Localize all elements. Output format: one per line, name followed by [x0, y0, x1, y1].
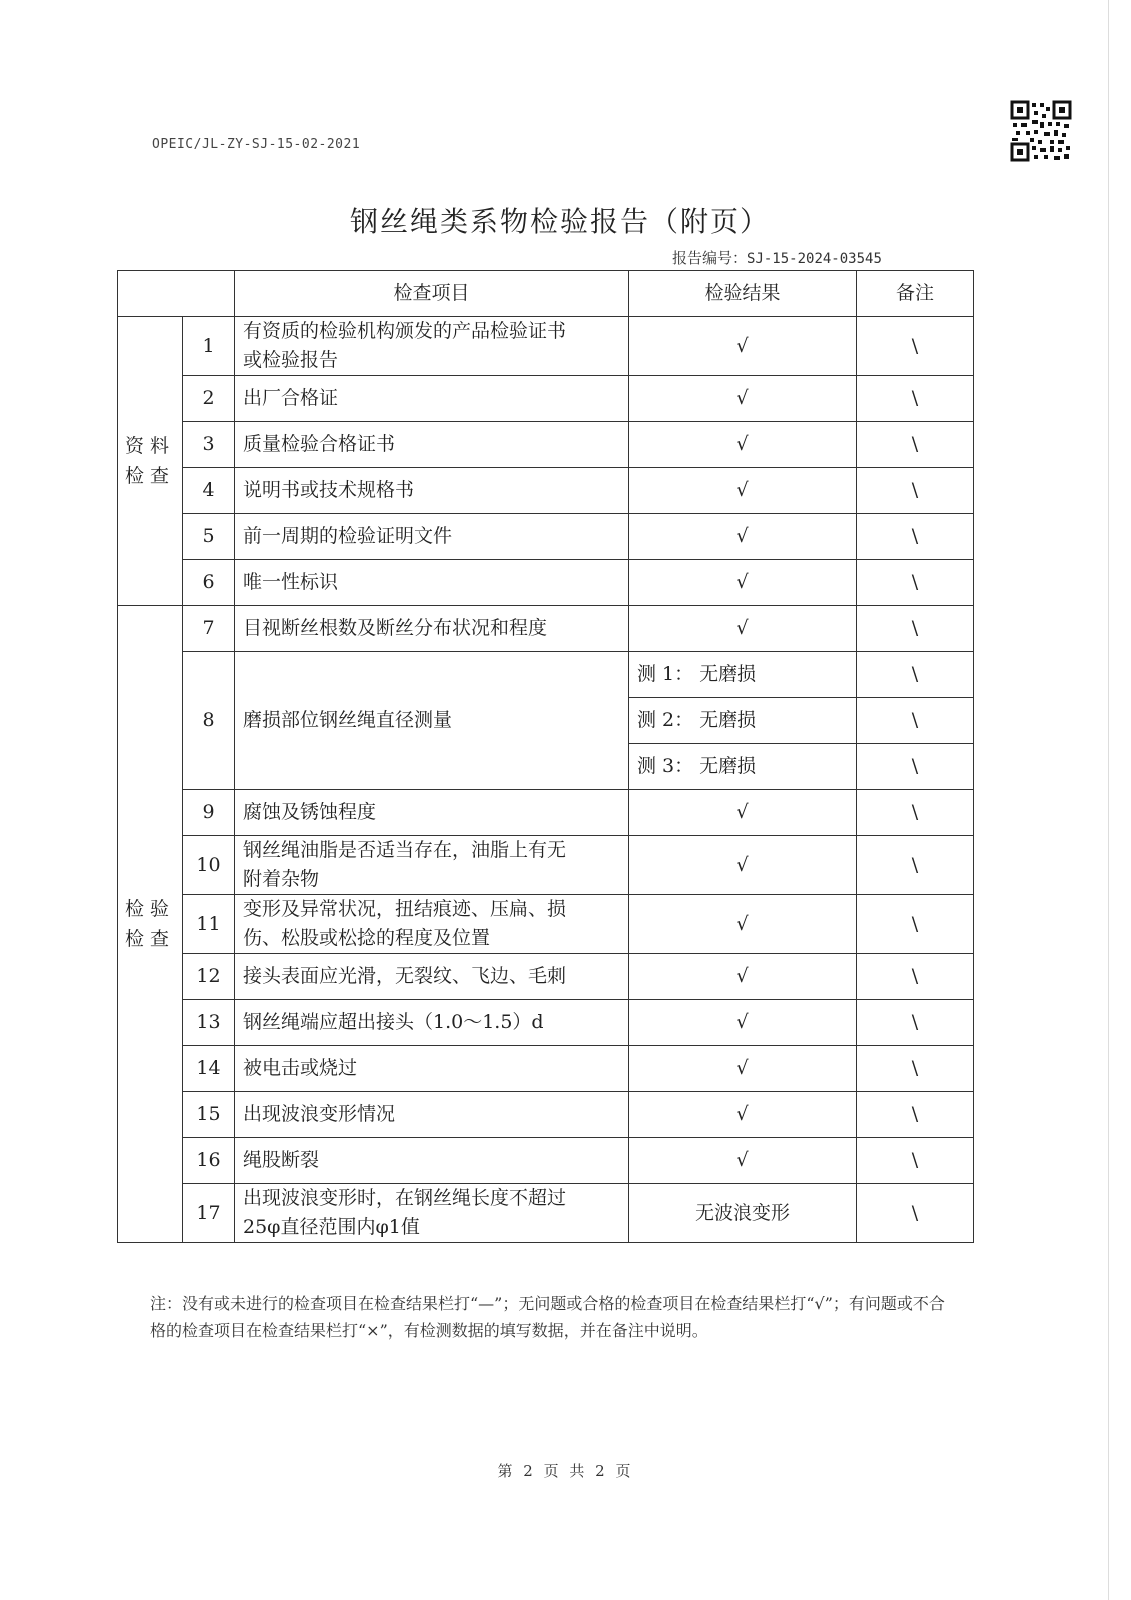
row-result: √ [629, 790, 857, 836]
measurement-result: 测 1： 无磨损 [629, 652, 857, 698]
table-row [118, 895, 974, 954]
row-result: √ [629, 376, 857, 422]
row-remark: \ [857, 468, 974, 514]
notes-paragraph: 注：没有或未进行的检查项目在检查结果栏打“—”；无问题或合格的检查项目在检查结果栏打“√”；有问题或不合格的检查项目在检查结果栏打“×”，有检测数据的填写数据，并在备注中说明。 [150, 1294, 945, 1340]
row-result: √ [629, 317, 857, 376]
header-result: 检验结果 [629, 271, 857, 317]
row-result: √ [629, 954, 857, 1000]
row-result: √ [629, 514, 857, 560]
report-number-value: SJ-15-2024-03545 [747, 251, 882, 267]
row-no: 12 [183, 954, 235, 1000]
row-item: 接头表面应光滑，无裂纹、飞边、毛刺 [235, 954, 629, 1000]
row-result: √ [629, 468, 857, 514]
measurement-remark: \ [857, 744, 974, 790]
row-item: 说明书或技术规格书 [235, 468, 629, 514]
header-remark: 备注 [857, 271, 974, 317]
row-remark: \ [857, 1138, 974, 1184]
row-result: √ [629, 1000, 857, 1046]
table-row [118, 514, 974, 560]
table-header-row [118, 271, 974, 317]
measurement-result: 测 3： 无磨损 [629, 744, 857, 790]
row-remark: \ [857, 836, 974, 895]
row-item: 磨损部位钢丝绳直径测量 [235, 652, 629, 790]
table-row [118, 560, 974, 606]
row-remark: \ [857, 1000, 974, 1046]
row-no: 11 [183, 895, 235, 954]
report-title: 钢丝绳类系物检验报告（附页） [349, 205, 770, 238]
measurement-remark: \ [857, 652, 974, 698]
row-item: 钢丝绳端应超出接头（1.0～1.5）d [235, 1000, 629, 1046]
row-no: 8 [183, 652, 235, 790]
row-remark: \ [857, 560, 974, 606]
row-result: √ [629, 606, 857, 652]
row-no: 17 [183, 1184, 235, 1243]
row-item: 变形及异常状况，扭结痕迹、压扁、损 伤、松股或松捻的程度及位置 [235, 895, 629, 954]
row-no: 14 [183, 1046, 235, 1092]
header-blank-cell [118, 271, 235, 317]
table-row [118, 954, 974, 1000]
row-no: 5 [183, 514, 235, 560]
measurement-result: 测 2： 无磨损 [629, 698, 857, 744]
header-item: 检查项目 [235, 271, 629, 317]
row-no: 7 [183, 606, 235, 652]
row-no: 16 [183, 1138, 235, 1184]
row-remark: \ [857, 895, 974, 954]
document-code: OPEIC/JL-ZY-SJ-15-02-2021 [152, 137, 361, 152]
table-row [118, 468, 974, 514]
row-result: √ [629, 1092, 857, 1138]
row-no: 15 [183, 1092, 235, 1138]
row-item: 腐蚀及锈蚀程度 [235, 790, 629, 836]
row-result: √ [629, 1138, 857, 1184]
row-item: 钢丝绳油脂是否适当存在，油脂上有无 附着杂物 [235, 836, 629, 895]
row-item: 被电击或烧过 [235, 1046, 629, 1092]
row-remark: \ [857, 954, 974, 1000]
row-remark: \ [857, 317, 974, 376]
report-number-label: 报告编号： [672, 249, 748, 267]
row-remark: \ [857, 1092, 974, 1138]
row-result: √ [629, 895, 857, 954]
table-row [118, 790, 974, 836]
row-item: 前一周期的检验证明文件 [235, 514, 629, 560]
table-row [118, 422, 974, 468]
table-row [118, 1138, 974, 1184]
table-row [118, 1000, 974, 1046]
row-remark: \ [857, 376, 974, 422]
table-row [118, 836, 974, 895]
inspection-table [117, 270, 974, 1243]
row-result: √ [629, 560, 857, 606]
table-row [118, 1184, 974, 1243]
section-insp-check: 检验 检查 [118, 606, 183, 1243]
row-item: 有资质的检验机构颁发的产品检验证书 或检验报告 [235, 317, 629, 376]
row-item: 质量检验合格证书 [235, 422, 629, 468]
page-edge-line [1108, 0, 1109, 1600]
row-no: 1 [183, 317, 235, 376]
row-no: 2 [183, 376, 235, 422]
row-no: 9 [183, 790, 235, 836]
row-remark: \ [857, 1046, 974, 1092]
table-row [118, 1092, 974, 1138]
row-item: 绳股断裂 [235, 1138, 629, 1184]
row-result: 无波浪变形 [629, 1184, 857, 1243]
row-result: √ [629, 1046, 857, 1092]
row-item: 出现波浪变形情况 [235, 1092, 629, 1138]
qr-code-icon [1010, 100, 1072, 162]
row-remark: \ [857, 514, 974, 560]
row-result: √ [629, 836, 857, 895]
row-remark: \ [857, 790, 974, 836]
row-no: 6 [183, 560, 235, 606]
row-no: 10 [183, 836, 235, 895]
table-row [118, 317, 974, 376]
row-no: 13 [183, 1000, 235, 1046]
measurement-remark: \ [857, 698, 974, 744]
section-doc-check: 资料 检查 [118, 317, 183, 606]
row-item: 出现波浪变形时，在钢丝绳长度不超过 25φ直径范围内φ1值 [235, 1184, 629, 1243]
row-remark: \ [857, 1184, 974, 1243]
row-item: 唯一性标识 [235, 560, 629, 606]
row-remark: \ [857, 422, 974, 468]
row-result: √ [629, 422, 857, 468]
table-row [118, 376, 974, 422]
row-no: 4 [183, 468, 235, 514]
table-row [118, 606, 974, 652]
table-row [118, 1046, 974, 1092]
row-item: 目视断丝根数及断丝分布状况和程度 [235, 606, 629, 652]
row-no: 3 [183, 422, 235, 468]
page-number: 第 2 页 共 2 页 [497, 1462, 634, 1480]
table-row [118, 652, 974, 698]
report-number [672, 247, 882, 268]
row-remark: \ [857, 606, 974, 652]
row-item: 出厂合格证 [235, 376, 629, 422]
